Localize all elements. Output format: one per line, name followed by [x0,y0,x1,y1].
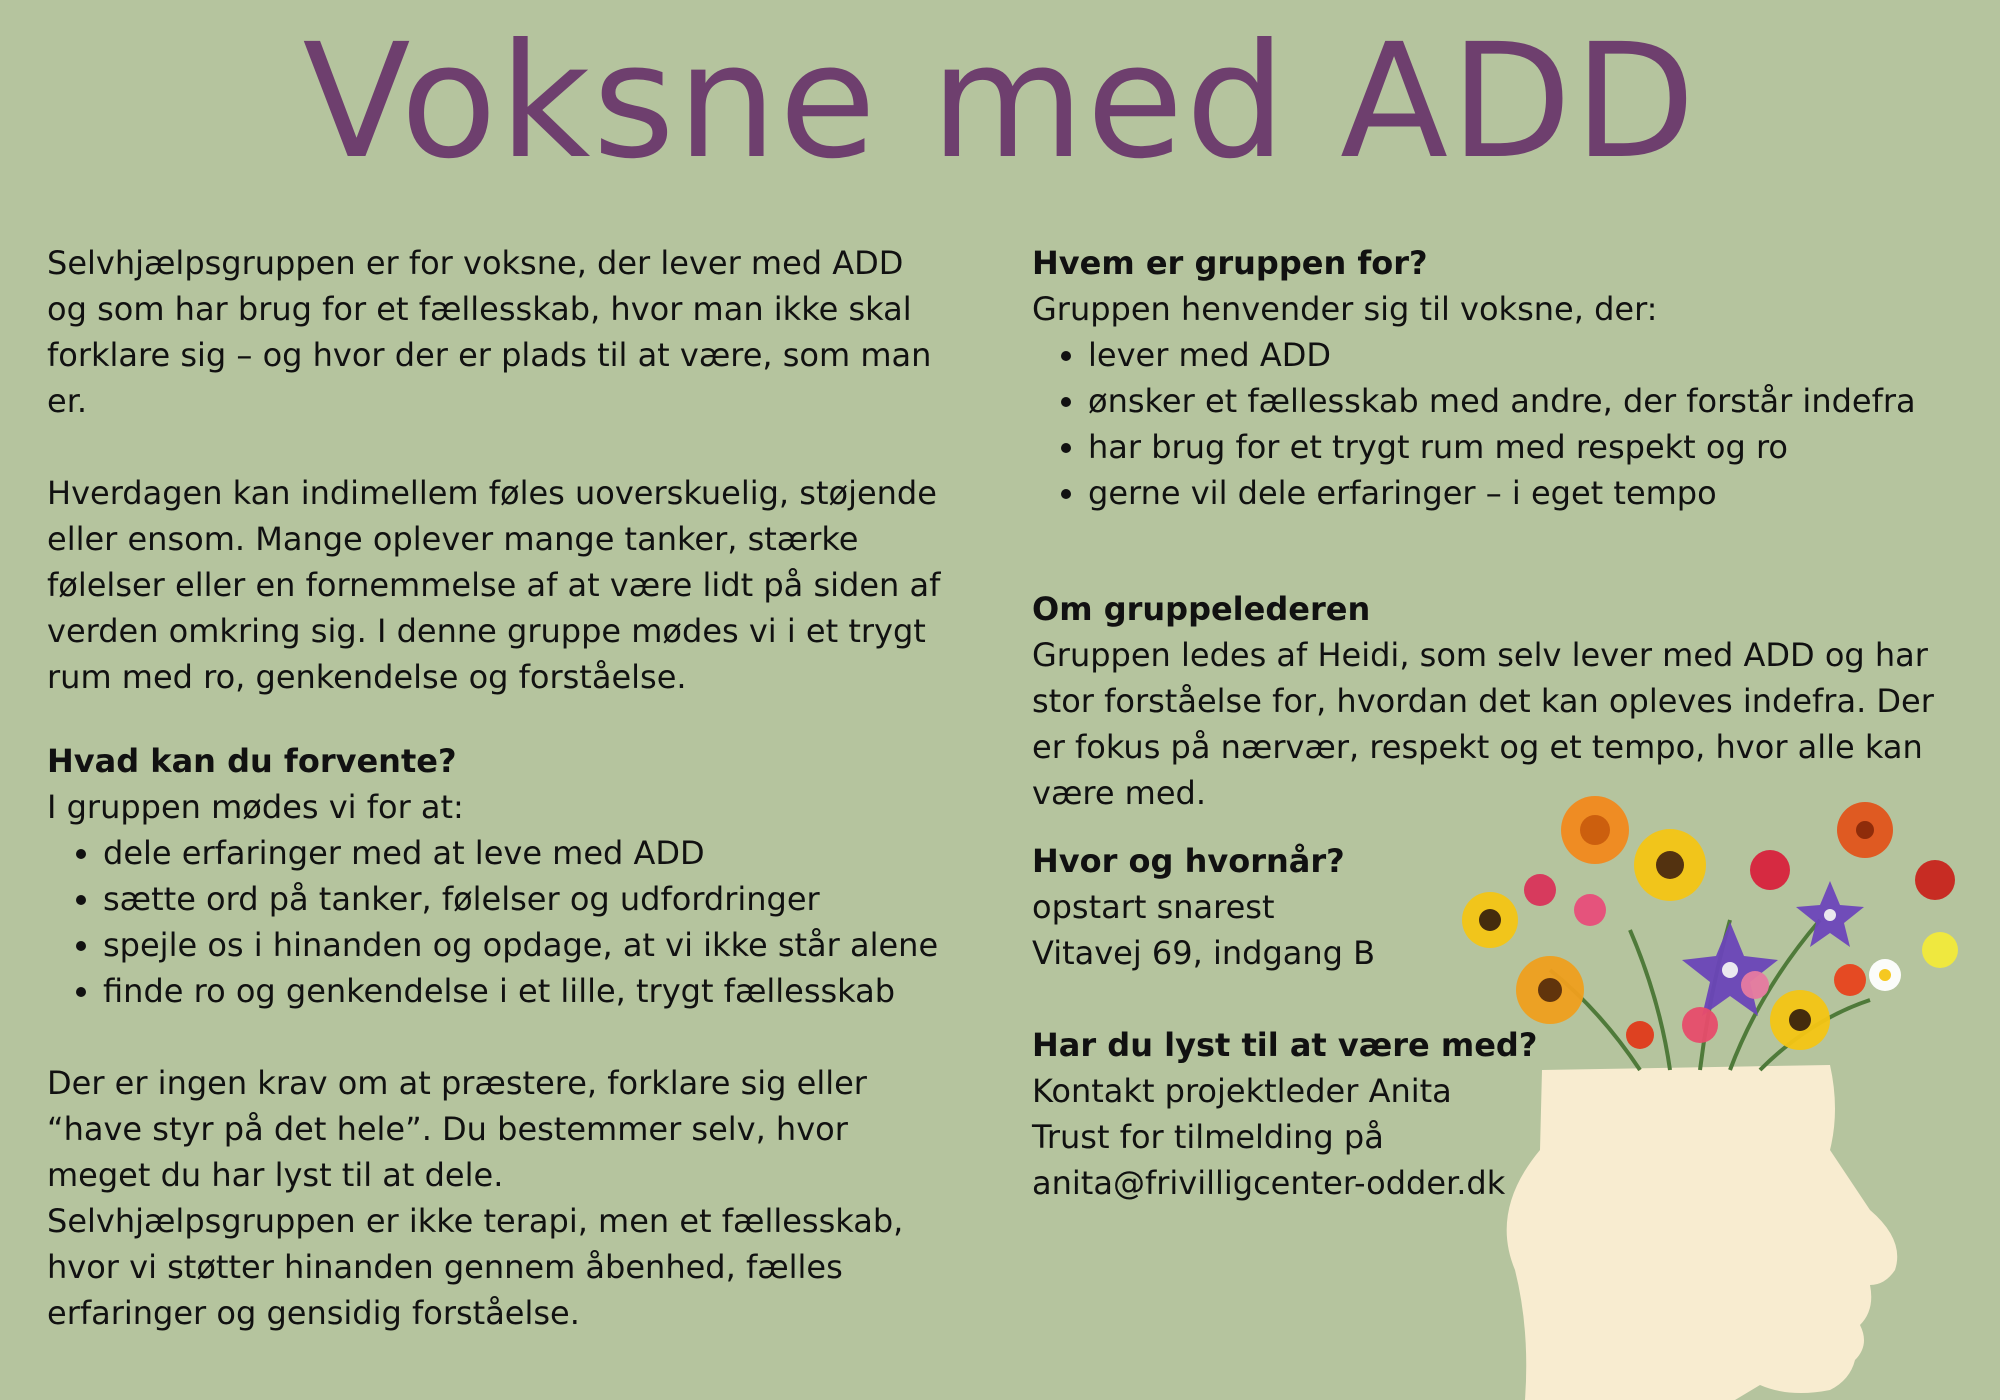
no-demands-paragraph: Der er ingen krav om at præstere, forklare sig eller “have styr på det hele”. Du bestemmer selv, hvor meget du har lyst til at dele. [47,1064,867,1194]
list-item: • sætte ord på tanker, følelser og udfordringer [103,876,967,922]
page-title: Voksne med ADD [302,10,1698,194]
leader-paragraph: Gruppen ledes af Heidi, som selv lever med ADD og har stor forståelse for, hvordan det kan opleves indefra. Der er fokus på nærvær, respekt og et tempo, hvor alle kan være med. [1032,636,1934,812]
left-column [47,240,967,1336]
where-date: opstart snarest [1032,888,1275,926]
where-heading: Hvor og hvornår? [1032,842,1345,880]
for-list [1032,332,1967,516]
join-email: anita@frivilligcenter-odder.dk [1032,1164,1506,1202]
where-address: Vitavej 69, indgang B [1032,934,1376,972]
list-item: • lever med ADD [1088,332,1967,378]
head-with-flowers-icon [1430,770,2000,1400]
list-item: • finde ro og genkendelse i et lille, trygt fællesskab [103,968,967,1014]
expect-lead: I gruppen mødes vi for at: [47,788,464,826]
for-heading: Hvem er gruppen for? [1032,244,1428,282]
list-item: • har brug for et trygt rum med respekt og ro [1088,424,1967,470]
expect-list [47,830,967,1014]
list-item: • ønsker et fællesskab med andre, der forstår indefra [1088,378,1967,424]
flowers [1462,796,1958,1050]
join-signup: Trust for tilmelding på [1032,1118,1384,1156]
everyday-paragraph: Hverdagen kan indimellem føles uoverskuelig, støjende eller ensom. Mange oplever mange tanker, stærke følelser eller en fornemmelse af at være lidt på siden af verden omkring sig. I denne gruppe mødes vi i et trygt rum med ro, genkendelse og forståelse. [47,474,941,696]
head-silhouette [1507,1065,1898,1400]
for-lead: Gruppen henvender sig til voksne, der: [1032,290,1658,328]
not-therapy-paragraph: Selvhjælpsgruppen er ikke terapi, men et fællesskab, hvor vi støtter hinanden gennem åbenhed, fælles erfaringer og gensidig forståelse. [47,1202,904,1332]
list-item: • dele erfaringer med at leve med ADD [103,830,967,876]
join-heading: Har du lyst til at være med? [1032,1026,1538,1064]
expect-heading: Hvad kan du forvente? [47,742,457,780]
join-contact: Kontakt projektleder Anita [1032,1072,1452,1110]
list-item: • spejle os i hinanden og opdage, at vi ikke står alene [103,922,967,968]
leader-heading: Om gruppelederen [1032,590,1371,628]
intro-paragraph: Selvhjælpsgruppen er for voksne, der lever med ADD og som har brug for et fællesskab, hvor man ikke skal forklare sig – og hvor der er plads til at være, som man er. [47,244,932,420]
list-item: • gerne vil dele erfaringer – i eget tempo [1088,470,1967,516]
